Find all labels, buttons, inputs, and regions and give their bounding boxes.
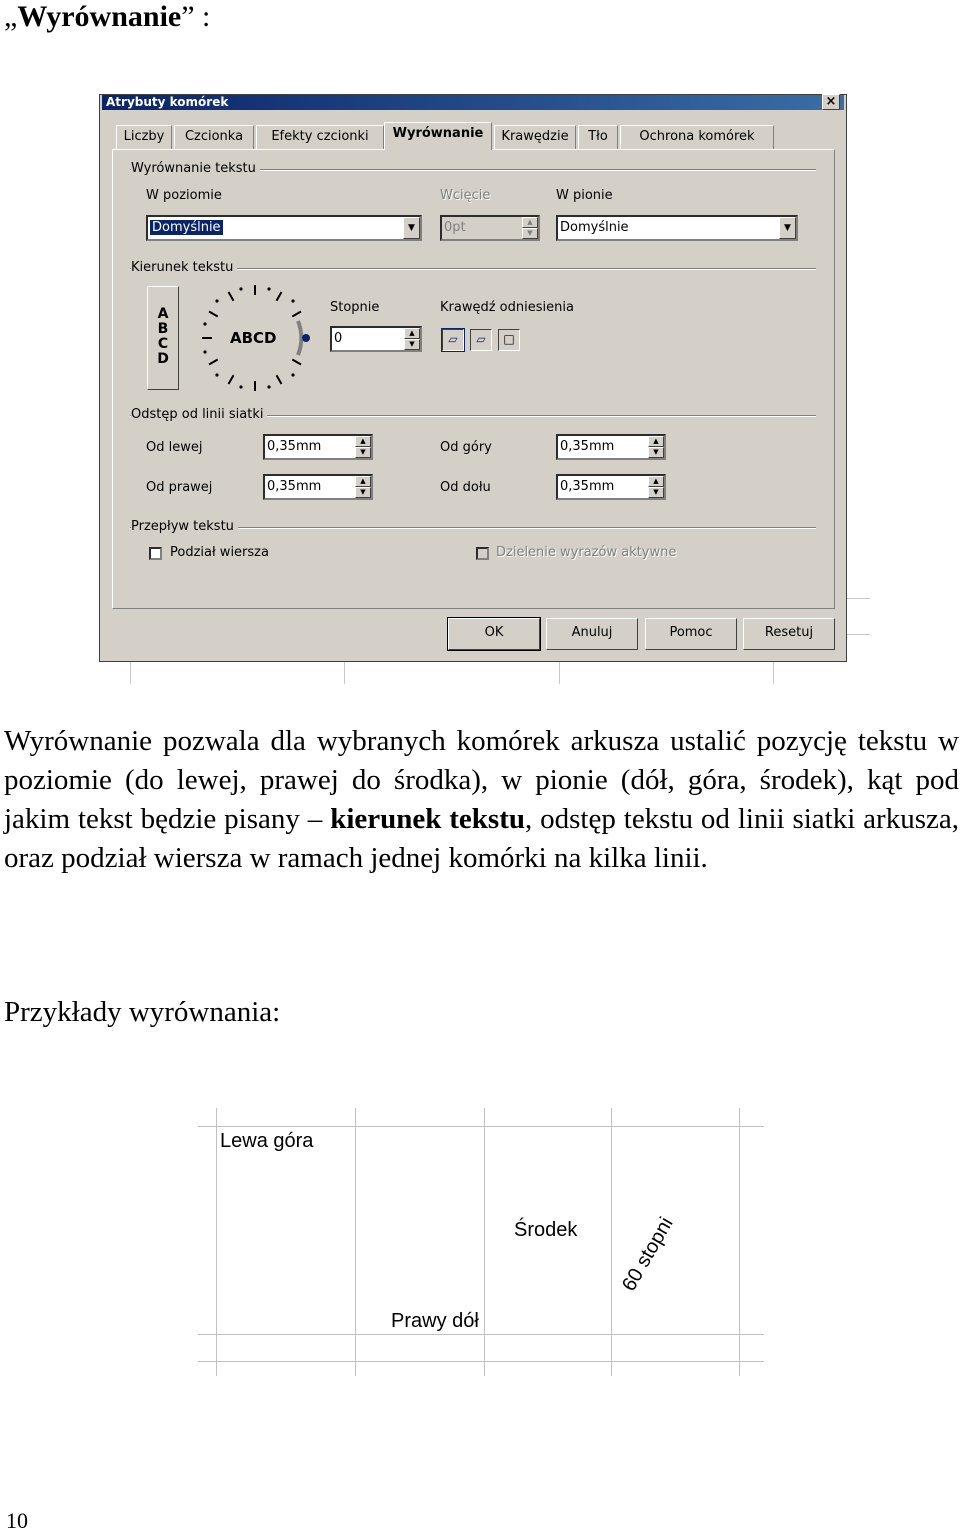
example-rotated-60: 60 stopni xyxy=(618,1213,678,1295)
group-text-alignment: Wyrównanie tekstu xyxy=(131,161,260,176)
example-top-left: Lewa góra xyxy=(220,1130,314,1152)
edge-top-button[interactable]: ▱ xyxy=(470,329,492,351)
tab-font[interactable]: Czcionka xyxy=(174,125,254,149)
right-spacing-spinner[interactable] xyxy=(263,474,373,500)
degrees-spinner[interactable] xyxy=(330,326,422,352)
grid-line xyxy=(216,1108,217,1376)
left-spacing-spinner[interactable] xyxy=(263,434,373,460)
bottom-spacing-label: Od dołu xyxy=(440,480,491,495)
spin-down-icon[interactable]: ▼ xyxy=(648,447,664,458)
grid-line xyxy=(355,1108,356,1376)
chevron-down-icon[interactable]: ▼ xyxy=(403,217,420,239)
reset-button[interactable]: Resetuj xyxy=(743,618,835,650)
dialog-screenshot xyxy=(99,94,870,684)
degrees-value: 0 xyxy=(334,331,343,346)
spin-buttons xyxy=(522,217,538,239)
spin-down-icon: ▼ xyxy=(522,228,538,239)
help-button[interactable]: Pomoc xyxy=(645,618,737,650)
spin-up-icon[interactable]: ▲ xyxy=(404,328,420,339)
cell-attributes-dialog xyxy=(99,94,847,662)
top-spacing-label: Od góry xyxy=(440,440,492,455)
heading-title: Wyrównanie xyxy=(17,0,182,33)
right-spacing-label: Od prawej xyxy=(146,480,213,495)
horizontal-label: W poziomie xyxy=(146,188,222,203)
paragraph-text-2: , odstęp tekstu od linii siatki arkusza, oraz podział wiersza w ramach jednej komórki na kilka linii. xyxy=(4,803,959,874)
group-spacing: Odstęp od linii siatki xyxy=(131,407,267,422)
open-quote: „ xyxy=(4,0,18,33)
vertical-label: W pionie xyxy=(556,188,613,203)
chevron-down-icon[interactable]: ▼ xyxy=(779,217,796,239)
example-center: Środek xyxy=(514,1219,578,1241)
spin-down-icon[interactable]: ▼ xyxy=(648,487,664,498)
grid-line xyxy=(198,1334,764,1335)
edge-inside-button[interactable]: □ xyxy=(498,329,520,351)
top-spacing-value: 0,35mm xyxy=(560,439,615,454)
degrees-label: Stopnie xyxy=(330,300,380,315)
section-heading xyxy=(4,0,210,34)
group-text-flow: Przepływ tekstu xyxy=(131,519,238,534)
cancel-button[interactable]: Anuluj xyxy=(546,618,638,650)
sheet-gridline xyxy=(344,660,345,684)
page-number: 10 xyxy=(6,1508,28,1533)
examples-label: Przykłady wyrównania: xyxy=(4,996,281,1028)
indent-value: 0pt xyxy=(444,220,466,235)
grid-line xyxy=(611,1108,612,1376)
tab-font-effects[interactable]: Efekty czcionki xyxy=(256,125,384,149)
sheet-gridline xyxy=(773,660,774,684)
bottom-spacing-value: 0,35mm xyxy=(560,479,615,494)
alignment-examples-grid xyxy=(198,1108,764,1376)
group-text-direction: Kierunek tekstu xyxy=(131,260,237,275)
spin-down-icon[interactable]: ▼ xyxy=(355,487,371,498)
reference-edge-label: Krawędź odniesienia xyxy=(440,300,574,315)
right-spacing-value: 0,35mm xyxy=(267,479,322,494)
stack-letters: A B C D xyxy=(157,306,169,367)
horizontal-dropdown[interactable] xyxy=(146,215,422,241)
wrap-label[interactable]: Podział wiersza xyxy=(170,545,269,560)
spin-up-icon[interactable]: ▲ xyxy=(648,436,664,447)
edge-bottom-button[interactable]: ▱ xyxy=(442,329,464,351)
top-spacing-spinner[interactable] xyxy=(556,434,666,460)
vertical-stack-button[interactable] xyxy=(147,286,179,390)
spin-down-icon[interactable]: ▼ xyxy=(355,447,371,458)
left-spacing-value: 0,35mm xyxy=(267,439,322,454)
paragraph-text-1: Wyrównanie pozwala dla wybranych komórek arkusza ustalić pozycję tekstu w poziomie (do lewej, prawej do środka), w pionie (dół, góra, środek), kąt pod jakim tekst będzie pisany – xyxy=(4,725,959,835)
dialog-titlebar xyxy=(102,95,844,110)
description-paragraph xyxy=(4,722,959,878)
sheet-gridline xyxy=(559,660,560,684)
example-bottom-right: Prawy dół xyxy=(391,1310,479,1332)
tab-numbers[interactable]: Liczby xyxy=(116,125,172,149)
vertical-value: Domyślnie xyxy=(560,220,629,235)
sheet-gridline xyxy=(130,660,131,684)
left-spacing-label: Od lewej xyxy=(146,440,203,455)
spin-up-icon: ▲ xyxy=(522,217,538,228)
hyphenation-checkbox xyxy=(476,547,489,560)
indent-label: Wcięcie xyxy=(440,188,491,203)
spin-up-icon[interactable]: ▲ xyxy=(355,436,371,447)
spin-buttons[interactable] xyxy=(355,436,371,458)
indent-spinner xyxy=(440,215,540,241)
spin-up-icon[interactable]: ▲ xyxy=(355,476,371,487)
tab-alignment[interactable]: Wyrównanie xyxy=(384,122,492,150)
grid-line xyxy=(198,1126,764,1127)
grid-line xyxy=(198,1361,764,1362)
grid-line xyxy=(739,1108,740,1376)
bottom-spacing-spinner[interactable] xyxy=(556,474,666,500)
spin-buttons[interactable] xyxy=(404,328,420,350)
tab-cell-protection[interactable]: Ochrona komórek xyxy=(620,125,774,149)
grid-line xyxy=(484,1108,485,1376)
vertical-dropdown[interactable] xyxy=(556,215,798,241)
tab-background[interactable]: Tło xyxy=(578,125,618,149)
paragraph-bold-term: kierunek tekstu xyxy=(330,803,525,835)
ok-button[interactable]: OK xyxy=(448,618,540,650)
close-button[interactable]: × xyxy=(822,94,840,110)
tab-borders[interactable]: Krawędzie xyxy=(494,125,576,149)
spin-buttons[interactable] xyxy=(648,476,664,498)
horizontal-value: Domyślnie xyxy=(152,220,221,235)
spin-down-icon[interactable]: ▼ xyxy=(404,339,420,350)
hyphenation-label: Dzielenie wyrazów aktywne xyxy=(496,545,677,560)
dialog-title: Atrybuty komórek xyxy=(106,95,229,109)
dial-sample-text: ABCD xyxy=(230,329,277,347)
close-quote: ” : xyxy=(181,0,211,33)
spin-buttons[interactable] xyxy=(355,476,371,498)
spin-up-icon[interactable]: ▲ xyxy=(648,476,664,487)
spin-buttons[interactable] xyxy=(648,436,664,458)
wrap-checkbox[interactable] xyxy=(149,547,162,560)
